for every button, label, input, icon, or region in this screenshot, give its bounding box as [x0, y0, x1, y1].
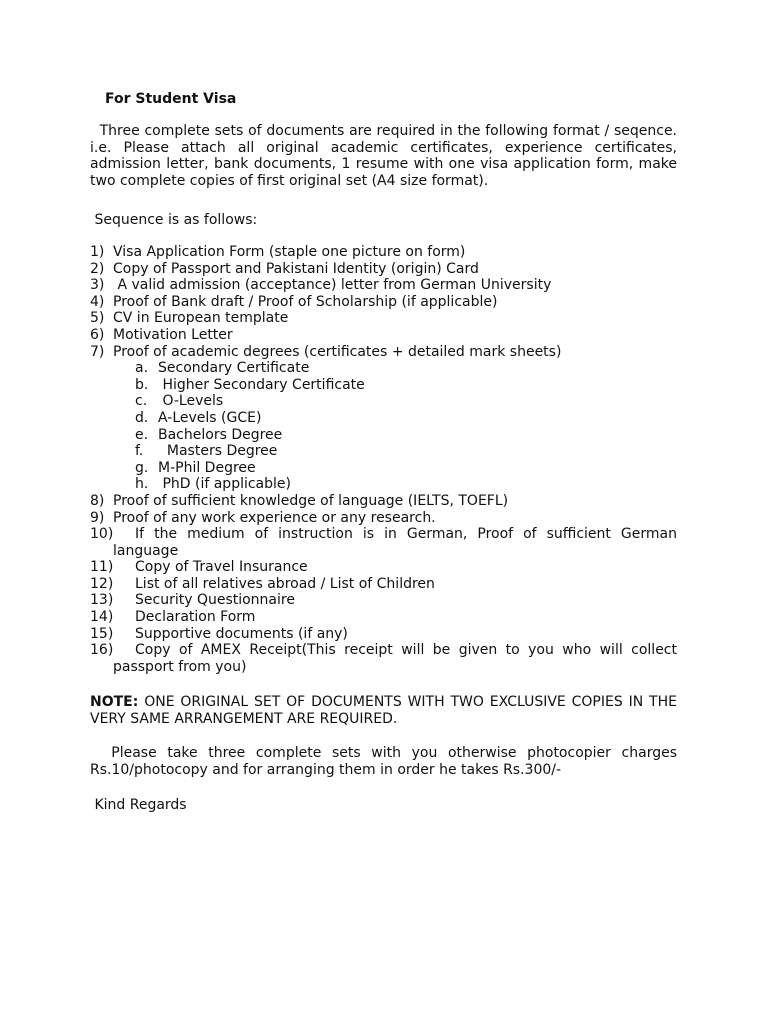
list-item: 11) Copy of Travel Insurance [90, 559, 308, 576]
list-item: 6) Motivation Letter [90, 326, 233, 343]
note-paragraph [90, 694, 682, 727]
list-item: 5) CV in European template [90, 310, 289, 327]
sub-list-item: c. O-Levels [135, 393, 224, 410]
list-item: 14) Declaration Form [90, 609, 256, 626]
list-item: 2) Copy of Passport and Pakistani Identity (origin) Card [90, 260, 479, 277]
intro-paragraph: Three complete sets of documents are required in the following format / seqence. i.e. Please attach all original academic certificates, experience certificates, admission letter, bank documents, 1 resume with one visa application form, make two complete copies of first original set (A4 size format). [90, 123, 682, 189]
sub-list-item: a. Secondary Certificate [135, 360, 310, 377]
list-item: 7) Proof of academic degrees (certificates + detailed mark sheets) a. Secondary Certificate b. Higher Secondary Certificate c. O-Levels d. A-Levels (GCE) e. Bachelors Degree f. Masters Degree g. M-Phil Degree h. PhD (if applicable) [90, 344, 677, 493]
sub-list-item: g. M-Phil Degree [135, 459, 256, 476]
list-item: 12) List of all relatives abroad / List of Children [90, 575, 435, 592]
sub-list-item: e. Bachelors Degree [135, 426, 283, 443]
list-item: 10) If the medium of instruction is in German, Proof of sufficient German language [90, 526, 677, 559]
document-title: For Student Visa [105, 91, 237, 107]
list-item: 1) Visa Application Form (staple one picture on form) [90, 244, 466, 260]
sub-list-item: b. Higher Secondary Certificate [135, 376, 365, 393]
list-item: 16) Copy of AMEX Receipt(This receipt will be given to you who will collect passport from you) [90, 642, 677, 675]
photocopy-paragraph: Please take three complete sets with you otherwise photocopier charges Rs.10/photocopy and for arranging them in order he takes Rs.300/- [90, 745, 682, 778]
list-item: 4) Proof of Bank draft / Proof of Scholarship (if applicable) [90, 293, 498, 310]
sub-list-item: h. PhD (if applicable) [135, 476, 291, 493]
sub-list-item: d. A-Levels (GCE) [135, 409, 262, 426]
note-text: ONE ORIGINAL SET OF DOCUMENTS WITH TWO EXCLUSIVE COPIES IN THE VERY SAME ARRANGEMENT ARE REQUIRED. [90, 694, 682, 727]
list-item: 3) A valid admission (acceptance) letter from German University [90, 277, 552, 294]
list-item: 8) Proof of sufficient knowledge of language (IELTS, TOEFL) [90, 492, 509, 509]
document-list [90, 244, 677, 675]
note-label: NOTE: [90, 694, 139, 710]
list-item: 9) Proof of any work experience or any research. [90, 509, 436, 526]
list-item: 15) Supportive documents (if any) [90, 625, 348, 642]
closing-regards: Kind Regards [90, 797, 187, 813]
sequence-heading: Sequence is as follows: [90, 212, 258, 228]
list-item: 13) Security Questionnaire [90, 592, 295, 609]
sub-list-item: f. Masters Degree [135, 443, 278, 460]
degree-sublist [113, 360, 677, 493]
